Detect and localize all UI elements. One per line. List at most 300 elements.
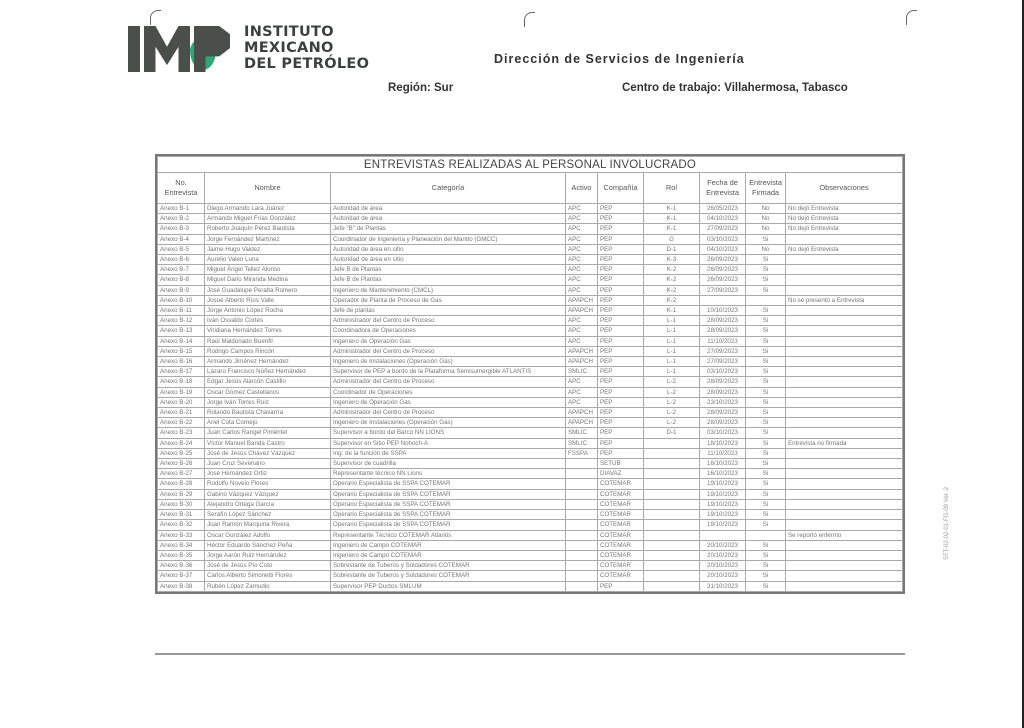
table-cell	[644, 438, 700, 448]
logo-line: MEXICANO	[244, 40, 334, 56]
table-cell: 26/09/2023	[700, 265, 746, 275]
table-cell: Coordinador de Operaciones	[331, 387, 566, 397]
table-cell: PEP	[598, 428, 644, 438]
table-cell: Operario Especialista de SSPA COTEMAR	[331, 489, 566, 499]
region-label: Región: Sur	[388, 82, 454, 94]
table-cell: 19/10/2023	[700, 510, 746, 520]
table-cell: Si	[746, 510, 786, 520]
table-cell: K-2	[644, 285, 700, 295]
table-cell	[644, 520, 700, 530]
table-cell: Serafín López Sánchez	[205, 510, 331, 520]
table-cell: Armando Jiménez Hernández	[205, 357, 331, 367]
table-cell: Coordinador de Ingeniería y Planeación del Mantto (GMCC)	[331, 234, 566, 244]
table-cell: Anexo B-5	[158, 244, 205, 254]
table-row	[158, 438, 903, 448]
table-row	[158, 520, 903, 530]
table-cell: Anexo B-12	[158, 316, 205, 326]
table-cell: Anexo B-34	[158, 540, 205, 550]
table-row	[158, 530, 903, 540]
department-title: Dirección de Servicios de Ingeniería	[494, 52, 745, 66]
table-cell: APC	[566, 275, 598, 285]
table-cell: K-1	[644, 306, 700, 316]
table-row	[158, 367, 903, 377]
table-cell: PEP	[598, 255, 644, 265]
table-cell: COTEMAR	[598, 550, 644, 560]
table-cell: Anexo B-24	[158, 438, 205, 448]
table-cell: 20/10/2023	[700, 571, 746, 581]
table-cell: K-1	[644, 214, 700, 224]
table-cell	[786, 428, 903, 438]
hole-punch-mark	[150, 10, 161, 25]
table-cell: Si	[746, 418, 786, 428]
table-cell: 04/10/2023	[700, 244, 746, 254]
footer-divider	[155, 653, 905, 655]
table-cell: PEP	[598, 397, 644, 407]
table-cell: Viridiana Hernández Torres	[205, 326, 331, 336]
table-cell: Anexo B-29	[158, 489, 205, 499]
imp-logo-mark	[128, 24, 230, 72]
table-cell: Sobrestante de Tuberos y Soldadores COTEMAR	[331, 571, 566, 581]
table-cell: 10/10/2023	[700, 306, 746, 316]
table-cell	[786, 459, 903, 469]
table-cell: APC	[566, 336, 598, 346]
table-cell: Si	[746, 428, 786, 438]
table-cell: Si	[746, 540, 786, 550]
table-cell	[644, 571, 700, 581]
table-cell: APC	[566, 214, 598, 224]
table-cell: Anexo B-27	[158, 469, 205, 479]
column-header: No. Entrevista	[158, 173, 205, 204]
table-cell	[566, 561, 598, 571]
table-row	[158, 428, 903, 438]
table-cell: Si	[746, 316, 786, 326]
table-cell: Si	[746, 265, 786, 275]
table-cell: 11/10/2023	[700, 448, 746, 458]
table-cell: D-1	[644, 428, 700, 438]
table-cell: Autoridad de área	[331, 214, 566, 224]
table-cell: APAPCH	[566, 408, 598, 418]
table-cell: 03/10/2023	[700, 367, 746, 377]
table-cell: Anexo B-9	[158, 285, 205, 295]
table-cell: Ingeniero de Campo COTEMAR	[331, 540, 566, 550]
table-row	[158, 234, 903, 244]
table-cell: Supervisor en Sitio PEP Nohoch-A	[331, 438, 566, 448]
table-cell: SMLIC	[566, 438, 598, 448]
table-cell: Se reportó enfermo	[786, 530, 903, 540]
table-cell	[566, 530, 598, 540]
table-cell: Anexo B-19	[158, 387, 205, 397]
table-cell: Si	[746, 438, 786, 448]
table-cell: Anexo B-31	[158, 510, 205, 520]
table-cell	[786, 367, 903, 377]
table-cell	[786, 275, 903, 285]
table-cell: PEP	[598, 214, 644, 224]
table-cell: Anexo B-17	[158, 367, 205, 377]
table-cell	[786, 387, 903, 397]
table-row	[158, 204, 903, 214]
table-cell: COTEMAR	[598, 530, 644, 540]
table-cell: PEP	[598, 275, 644, 285]
table-cell: PEP	[598, 316, 644, 326]
table-cell: Lázaro Francisco Núñez Hernández	[205, 367, 331, 377]
table-cell: Administrador del Centro de Proceso	[331, 346, 566, 356]
table-cell: Raúl Maldonado Buenfil	[205, 336, 331, 346]
table-cell: 19/10/2023	[700, 499, 746, 509]
table-cell: 27/09/2023	[700, 357, 746, 367]
table-cell: No	[746, 214, 786, 224]
table-row	[158, 244, 903, 254]
table-cell	[786, 397, 903, 407]
column-header: Entrevista Firmada	[746, 173, 786, 204]
table-cell: Juan Cruz Severiano	[205, 459, 331, 469]
table-cell: SMLIC	[566, 428, 598, 438]
table-cell: 28/09/2023	[700, 377, 746, 387]
table-cell: 20/10/2023	[700, 540, 746, 550]
table-row	[158, 326, 903, 336]
table-row	[158, 459, 903, 469]
column-header: Rol	[644, 173, 700, 204]
table-cell: 18/10/2023	[700, 438, 746, 448]
table-cell	[786, 550, 903, 560]
table-row	[158, 306, 903, 316]
table-cell	[786, 469, 903, 479]
table-cell: Ingeniero de Mantenimiento (CMCL)	[331, 285, 566, 295]
table-cell: 26/09/2023	[700, 275, 746, 285]
table-cell: L-2	[644, 408, 700, 418]
table-cell: Si	[746, 489, 786, 499]
table-row	[158, 377, 903, 387]
table-cell: Anexo B-4	[158, 234, 205, 244]
table-cell	[786, 326, 903, 336]
table-cell	[786, 265, 903, 275]
table-cell: APC	[566, 204, 598, 214]
table-cell: Anexo B-10	[158, 295, 205, 305]
table-cell: PEP	[598, 295, 644, 305]
table-cell: Si	[746, 479, 786, 489]
table-cell: 28/09/2023	[700, 387, 746, 397]
table-cell: L-2	[644, 418, 700, 428]
table-cell: COTEMAR	[598, 479, 644, 489]
table-cell: Rubén López Zamudio	[205, 581, 331, 591]
table-cell: Si	[746, 448, 786, 458]
table-row	[158, 336, 903, 346]
table-cell: 31/10/2023	[700, 581, 746, 591]
table-cell: No	[746, 224, 786, 234]
table-cell: Anexo B-32	[158, 520, 205, 530]
table-cell: PEP	[598, 367, 644, 377]
table-cell: Autoridad de área en sitio	[331, 244, 566, 254]
table-cell: José Hernández Ortiz	[205, 469, 331, 479]
table-cell	[786, 479, 903, 489]
table-cell: Supervisor PEP Ductos SMLUM	[331, 581, 566, 591]
interviews-table-container	[155, 154, 905, 594]
table-cell: Si	[746, 520, 786, 530]
table-cell: PEP	[598, 346, 644, 356]
table-cell	[786, 581, 903, 591]
table-cell: APC	[566, 224, 598, 234]
table-cell: L-1	[644, 346, 700, 356]
interviews-table	[157, 156, 903, 592]
table-cell: APAPCH	[566, 306, 598, 316]
table-cell: PEP	[598, 448, 644, 458]
table-cell: PEP	[598, 581, 644, 591]
table-cell: 28/09/2023	[700, 316, 746, 326]
table-cell: Jefe B de Plantas	[331, 275, 566, 285]
table-cell: Si	[746, 285, 786, 295]
table-cell: 26/05/2023	[700, 204, 746, 214]
table-row	[158, 265, 903, 275]
table-cell: Anexo B-14	[158, 336, 205, 346]
table-cell: 16/10/2023	[700, 469, 746, 479]
table-cell: APC	[566, 397, 598, 407]
table-cell: Sobrestante de Tuberos y Soldadores COTEMAR	[331, 561, 566, 571]
table-cell: Supervisor a bordo del Barco NN LIONS	[331, 428, 566, 438]
table-cell	[786, 540, 903, 550]
table-cell: Si	[746, 571, 786, 581]
work-center-label: Centro de trabajo: Villahermosa, Tabasco	[622, 82, 848, 94]
table-cell: APC	[566, 377, 598, 387]
table-cell: No	[746, 204, 786, 214]
table-cell	[566, 520, 598, 530]
imp-logo	[128, 24, 369, 72]
table-cell: COTEMAR	[598, 489, 644, 499]
table-cell: Si	[746, 346, 786, 356]
table-cell: Jefe de plantas	[331, 306, 566, 316]
table-cell: DIAVAZ	[598, 469, 644, 479]
table-cell: Operario Especialista de SSPA COTEMAR	[331, 499, 566, 509]
table-cell: No se presentó a Entrevista	[786, 295, 903, 305]
table-cell: PEP	[598, 244, 644, 254]
table-cell	[786, 346, 903, 356]
table-cell: G	[644, 234, 700, 244]
table-cell: L-1	[644, 326, 700, 336]
table-cell	[566, 540, 598, 550]
table-cell: Anexo B-35	[158, 550, 205, 560]
table-cell: Anexo B-15	[158, 346, 205, 356]
table-cell: PEP	[598, 408, 644, 418]
hole-punch-mark	[906, 10, 917, 25]
table-cell: Anexo B-20	[158, 397, 205, 407]
table-cell	[700, 295, 746, 305]
table-cell	[786, 571, 903, 581]
table-cell: Si	[746, 387, 786, 397]
table-cell: Representante técnico NN Lions	[331, 469, 566, 479]
table-row	[158, 448, 903, 458]
table-cell	[746, 530, 786, 540]
table-cell: Anexo B-36	[158, 561, 205, 571]
table-cell: 16/10/2023	[700, 459, 746, 469]
table-row	[158, 561, 903, 571]
table-cell	[786, 336, 903, 346]
table-title: ENTREVISTAS REALIZADAS AL PERSONAL INVOLUCRADO	[158, 157, 903, 173]
table-cell: Jorge Antonio López Rocha	[205, 306, 331, 316]
table-cell: Administrador del Centro de Proceso	[331, 316, 566, 326]
table-cell: Si	[746, 275, 786, 285]
table-cell: Administrador del Centro de Proceso	[331, 408, 566, 418]
table-cell: 19/10/2023	[700, 520, 746, 530]
table-cell: 03/10/2023	[700, 234, 746, 244]
table-cell	[644, 550, 700, 560]
table-cell: José de Jesús Pío Coto	[205, 561, 331, 571]
table-row	[158, 479, 903, 489]
table-cell: Anexo B-8	[158, 275, 205, 285]
table-row	[158, 285, 903, 295]
table-cell	[566, 571, 598, 581]
table-cell: Gabino Vázquez Vázquez	[205, 489, 331, 499]
table-cell: D-1	[644, 244, 700, 254]
table-row	[158, 214, 903, 224]
table-row	[158, 295, 903, 305]
table-cell: Anexo B-7	[158, 265, 205, 275]
table-cell: APAPCH	[566, 418, 598, 428]
table-cell: Juan Ramón Marquina Rivera	[205, 520, 331, 530]
table-cell: Anexo B-3	[158, 224, 205, 234]
table-cell: COTEMAR	[598, 499, 644, 509]
table-cell: APC	[566, 265, 598, 275]
table-cell: PEP	[598, 265, 644, 275]
table-cell	[644, 561, 700, 571]
table-cell: APC	[566, 234, 598, 244]
table-cell	[644, 469, 700, 479]
table-cell: Ingeniero de Campo COTEMAR	[331, 550, 566, 560]
logo-line: DEL PETRÓLEO	[244, 56, 370, 72]
table-row	[158, 408, 903, 418]
table-cell: Jefe B de Plantas	[331, 265, 566, 275]
table-header-row	[158, 173, 903, 204]
table-cell: PEP	[598, 234, 644, 244]
table-cell: Si	[746, 336, 786, 346]
table-cell: 26/09/2023	[700, 255, 746, 265]
table-cell	[786, 255, 903, 265]
column-header: Compañía	[598, 173, 644, 204]
table-cell: Anexo B-38	[158, 581, 205, 591]
table-cell: Rodrigo Campos Rincón	[205, 346, 331, 356]
table-cell: APAPCH	[566, 295, 598, 305]
logo-text	[244, 24, 369, 72]
table-cell: Supervisor de PEP a bordo de la Plataforma Semisumergible ATLANTIS	[331, 367, 566, 377]
table-cell: SETUB	[598, 459, 644, 469]
table-cell: 04/10/2023	[700, 214, 746, 224]
table-cell: Si	[746, 306, 786, 316]
table-cell: K-1	[644, 224, 700, 234]
table-cell: Anexo B-22	[158, 418, 205, 428]
table-cell: L-2	[644, 397, 700, 407]
table-cell: Autoridad de área en sitio	[331, 255, 566, 265]
table-cell: Coordinadora de Operaciones	[331, 326, 566, 336]
column-header: Nombre	[205, 173, 331, 204]
table-cell: Si	[746, 255, 786, 265]
table-cell: PEP	[598, 306, 644, 316]
table-cell: Si	[746, 581, 786, 591]
table-cell: Diego Armando Lara Juárez	[205, 204, 331, 214]
table-cell: Jefe "B" de Plantas	[331, 224, 566, 234]
table-cell: Anexo B-26	[158, 459, 205, 469]
table-cell: No	[746, 244, 786, 254]
table-cell	[566, 499, 598, 509]
table-cell: L-2	[644, 377, 700, 387]
table-cell: L-1	[644, 316, 700, 326]
table-cell: Josué Alberto Ríos Valle	[205, 295, 331, 305]
table-cell: Víctor Manuel Banda Castro	[205, 438, 331, 448]
table-cell: Jorge Aarón Ruiz Hernández	[205, 550, 331, 560]
table-cell: Anexo B-28	[158, 479, 205, 489]
table-cell: APAPCH	[566, 357, 598, 367]
table-cell: Oscar González Adolfo	[205, 530, 331, 540]
table-cell	[566, 581, 598, 591]
table-cell: Anexo B-25	[158, 448, 205, 458]
table-cell: COTEMAR	[598, 510, 644, 520]
table-cell: Administrador del Centro de Proceso	[331, 377, 566, 387]
table-cell: Si	[746, 550, 786, 560]
table-cell: Operador de Planta de Proceso de Gas	[331, 295, 566, 305]
table-cell	[644, 489, 700, 499]
table-cell: 19/10/2023	[700, 489, 746, 499]
column-header: Fecha de Entrevista	[700, 173, 746, 204]
table-cell: L-1	[644, 357, 700, 367]
table-cell: L-1	[644, 367, 700, 377]
table-cell: Si	[746, 357, 786, 367]
table-cell	[644, 510, 700, 520]
table-cell: Si	[746, 499, 786, 509]
table-cell: 20/10/2023	[700, 561, 746, 571]
table-cell: COTEMAR	[598, 520, 644, 530]
table-cell: Si	[746, 397, 786, 407]
table-cell: Ingeniero de Instalaciones (Operación Gas)	[331, 357, 566, 367]
table-cell: Representante Técnico COTEMAR Atlantis	[331, 530, 566, 540]
table-cell: PEP	[598, 357, 644, 367]
table-cell: Ing. de la función de SSPA	[331, 448, 566, 458]
table-cell: Edgar Jesús Alarcón Castillo	[205, 377, 331, 387]
table-cell: Héctor Eduardo Sánchez Peña	[205, 540, 331, 550]
table-row	[158, 469, 903, 479]
table-cell: APC	[566, 285, 598, 295]
table-cell: Alejandro Ortega García	[205, 499, 331, 509]
table-cell: Si	[746, 469, 786, 479]
table-cell: Si	[746, 234, 786, 244]
table-cell	[644, 581, 700, 591]
table-cell: FSSPA	[566, 448, 598, 458]
table-cell: Anexo B-30	[158, 499, 205, 509]
table-cell: COTEMAR	[598, 571, 644, 581]
table-cell	[746, 295, 786, 305]
table-cell: 28/09/2023	[700, 408, 746, 418]
table-cell	[786, 377, 903, 387]
document-code: STT-02-02-01-FG-09 Ver. 2	[944, 486, 950, 560]
table-cell: PEP	[598, 377, 644, 387]
table-cell: Anexo B-2	[158, 214, 205, 224]
table-cell: Armando Miguel Frías González	[205, 214, 331, 224]
table-cell: 20/10/2023	[700, 550, 746, 560]
table-cell	[644, 540, 700, 550]
table-cell: Rolando Bautista Chavarría	[205, 408, 331, 418]
table-cell: Carlos Alberto Simonetti Flores	[205, 571, 331, 581]
table-cell	[786, 520, 903, 530]
table-cell	[644, 448, 700, 458]
table-cell: APC	[566, 326, 598, 336]
table-cell: PEP	[598, 438, 644, 448]
table-cell: APC	[566, 244, 598, 254]
table-cell: PEP	[598, 336, 644, 346]
table-row	[158, 540, 903, 550]
table-cell	[786, 418, 903, 428]
table-cell: No dejó Entrevista	[786, 244, 903, 254]
table-row	[158, 510, 903, 520]
table-cell: APC	[566, 255, 598, 265]
table-cell: Anexo B-6	[158, 255, 205, 265]
table-cell: Jorge Iván Torres Ruiz	[205, 397, 331, 407]
table-cell: 27/09/2023	[700, 224, 746, 234]
table-cell: K-2	[644, 295, 700, 305]
